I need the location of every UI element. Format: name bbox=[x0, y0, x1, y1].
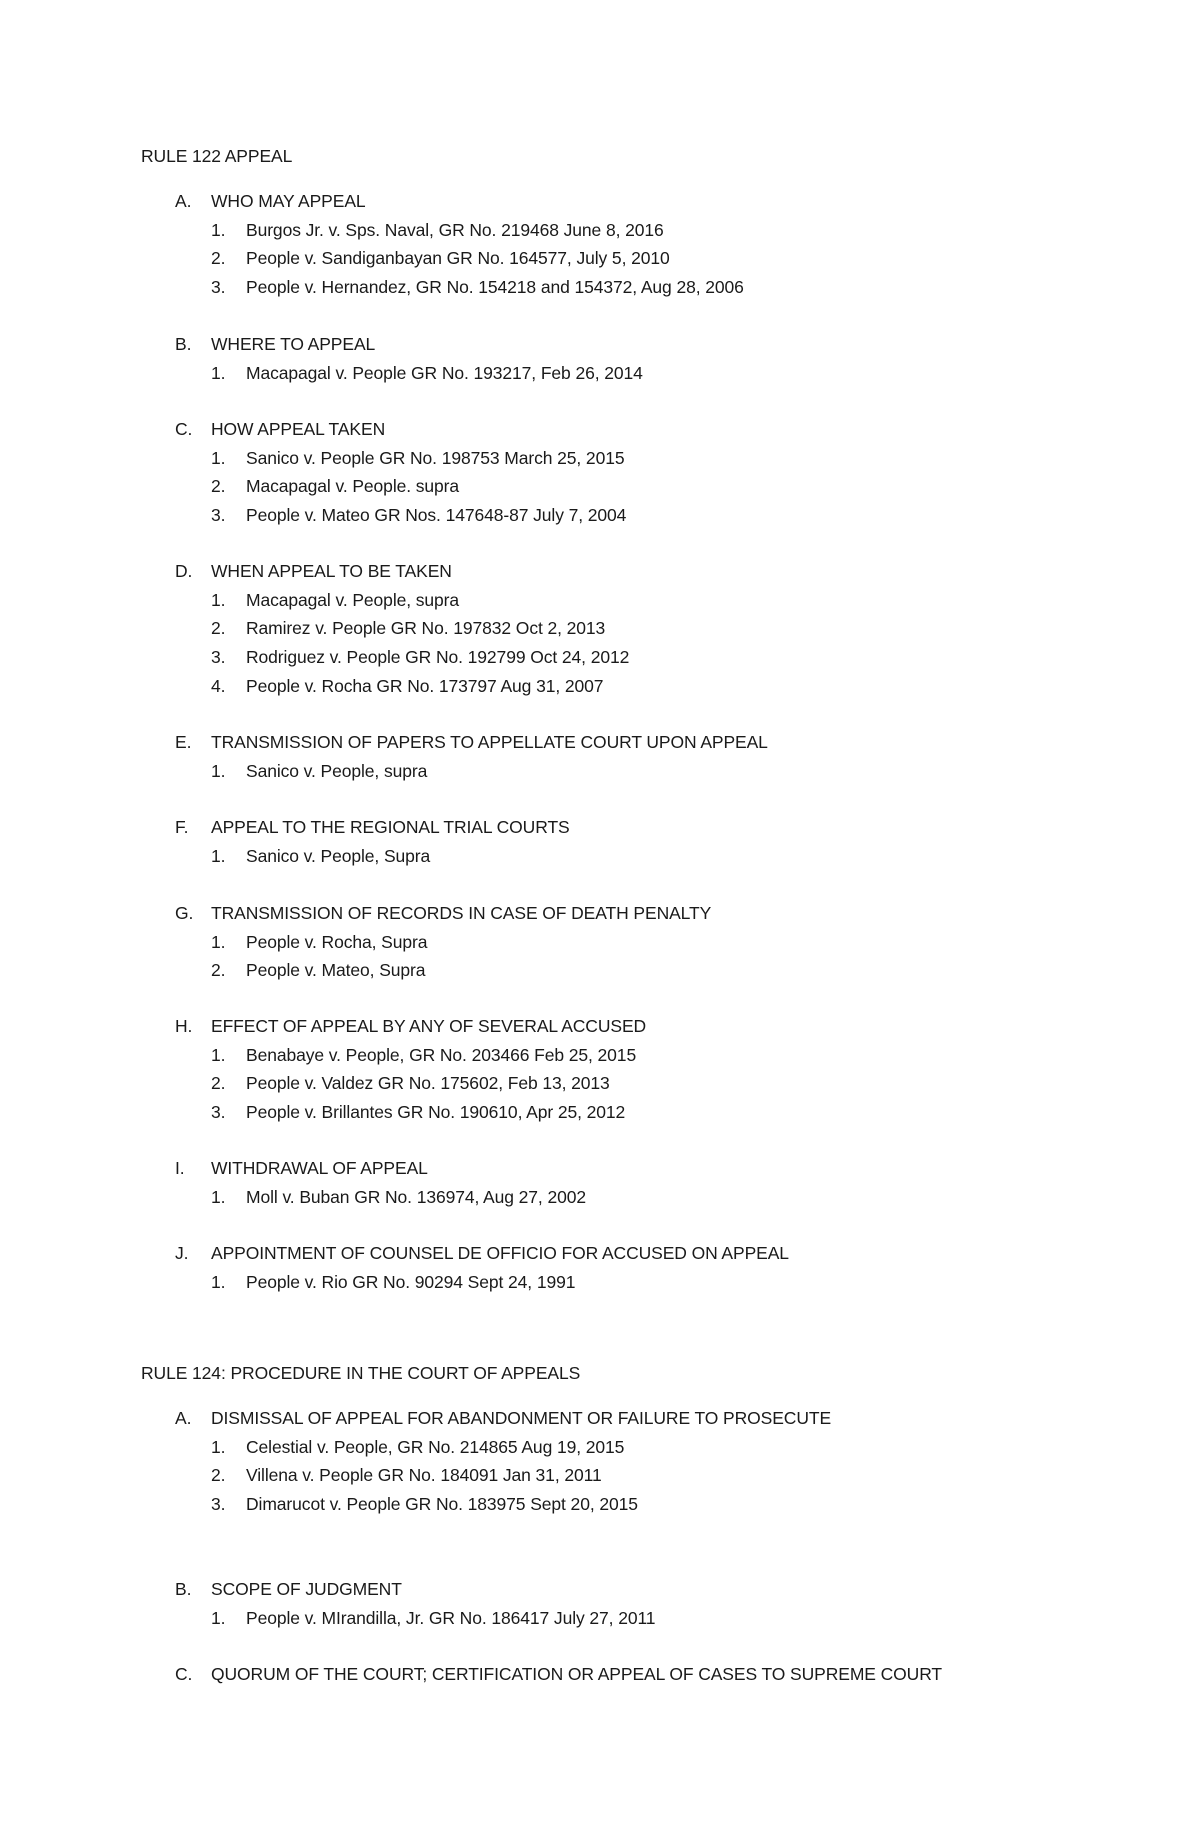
case-item bbox=[0, 675, 1200, 704]
section-heading bbox=[0, 1663, 1200, 1692]
case-number: 1. bbox=[211, 1186, 226, 1207]
section-j bbox=[0, 1242, 1200, 1299]
section-letter: F. bbox=[175, 817, 189, 837]
case-citation: People v. Sandiganbayan GR No. 164577, July 5, 2010 bbox=[246, 248, 670, 269]
case-number: 2. bbox=[211, 476, 226, 497]
case-item bbox=[0, 959, 1200, 988]
section-e bbox=[0, 731, 1200, 788]
section-c bbox=[0, 1663, 1200, 1692]
case-item bbox=[0, 1186, 1200, 1215]
case-number: 2. bbox=[211, 618, 226, 639]
case-item bbox=[0, 504, 1200, 533]
case-citation: Moll v. Buban GR No. 136974, Aug 27, 2002 bbox=[246, 1186, 586, 1207]
section-b bbox=[0, 333, 1200, 390]
case-citation: Dimarucot v. People GR No. 183975 Sept 20, 2015 bbox=[246, 1494, 638, 1515]
case-number: 1. bbox=[211, 362, 226, 383]
case-number: 3. bbox=[211, 505, 226, 526]
section-heading-text: TRANSMISSION OF RECORDS IN CASE OF DEATH PENALTY bbox=[211, 903, 712, 923]
section-i bbox=[0, 1157, 1200, 1214]
case-number: 3. bbox=[211, 277, 226, 298]
section-heading bbox=[0, 1015, 1200, 1044]
case-item bbox=[0, 931, 1200, 960]
case-number: 4. bbox=[211, 675, 226, 696]
case-item bbox=[0, 760, 1200, 789]
section-d bbox=[0, 560, 1200, 703]
case-citation: Benabaye v. People, GR No. 203466 Feb 25, 2015 bbox=[246, 1044, 637, 1065]
section-heading-text: TRANSMISSION OF PAPERS TO APPELLATE COURT UPON APPEAL bbox=[211, 732, 768, 752]
case-number: 3. bbox=[211, 1494, 226, 1515]
case-citation: Rodriguez v. People GR No. 192799 Oct 24, 2012 bbox=[246, 647, 630, 668]
case-number: 1. bbox=[211, 1436, 226, 1457]
section-heading bbox=[0, 418, 1200, 447]
section-heading-text: WHEN APPEAL TO BE TAKEN bbox=[211, 561, 452, 581]
case-item bbox=[0, 276, 1200, 305]
case-item bbox=[0, 617, 1200, 646]
case-item bbox=[0, 845, 1200, 874]
case-number: 3. bbox=[211, 647, 226, 668]
case-number: 2. bbox=[211, 248, 226, 269]
case-citation: People v. Brillantes GR No. 190610, Apr 25, 2012 bbox=[246, 1102, 626, 1123]
case-number: 2. bbox=[211, 1073, 226, 1094]
case-citation: People v. Rocha GR No. 173797 Aug 31, 2007 bbox=[246, 675, 604, 696]
section-letter: J. bbox=[175, 1243, 189, 1263]
case-citation: Sanico v. People, Supra bbox=[246, 845, 431, 866]
case-citation: Ramirez v. People GR No. 197832 Oct 2, 2013 bbox=[246, 618, 606, 639]
section-letter: B. bbox=[175, 334, 192, 354]
section-g bbox=[0, 902, 1200, 988]
case-item bbox=[0, 362, 1200, 391]
section-heading-text: EFFECT OF APPEAL BY ANY OF SEVERAL ACCUSED bbox=[211, 1016, 647, 1036]
section-heading-text: QUORUM OF THE COURT; CERTIFICATION OR APPEAL OF CASES TO SUPREME COURT bbox=[211, 1664, 943, 1684]
section-heading bbox=[0, 902, 1200, 931]
section-heading bbox=[0, 731, 1200, 760]
section-heading bbox=[0, 560, 1200, 589]
section-letter: I. bbox=[175, 1158, 185, 1178]
case-citation: People v. Mateo GR Nos. 147648-87 July 7, 2004 bbox=[246, 505, 627, 526]
case-citation: People v. Mateo, Supra bbox=[246, 960, 426, 981]
case-item bbox=[0, 646, 1200, 675]
section-h bbox=[0, 1015, 1200, 1130]
case-item bbox=[0, 247, 1200, 276]
case-number: 1. bbox=[211, 447, 226, 468]
case-number: 1. bbox=[211, 1044, 226, 1065]
case-item bbox=[0, 447, 1200, 476]
section-heading-text: WHO MAY APPEAL bbox=[211, 191, 366, 211]
section-letter: A. bbox=[175, 1408, 192, 1428]
case-number: 2. bbox=[211, 960, 226, 981]
case-item bbox=[0, 1271, 1200, 1300]
section-heading-text: HOW APPEAL TAKEN bbox=[211, 419, 386, 439]
case-number: 1. bbox=[211, 1271, 226, 1292]
section-letter: C. bbox=[175, 1664, 193, 1684]
case-item bbox=[0, 589, 1200, 618]
case-item bbox=[0, 1607, 1200, 1636]
section-a bbox=[0, 190, 1200, 305]
case-item bbox=[0, 1044, 1200, 1073]
case-item bbox=[0, 1101, 1200, 1130]
case-item bbox=[0, 1072, 1200, 1101]
section-letter: H. bbox=[175, 1016, 193, 1036]
section-heading bbox=[0, 1407, 1200, 1436]
case-number: 1. bbox=[211, 845, 226, 866]
section-letter: B. bbox=[175, 1579, 192, 1599]
case-citation: Macapagal v. People. supra bbox=[246, 476, 460, 497]
section-heading-text: WHERE TO APPEAL bbox=[211, 334, 376, 354]
section-letter: D. bbox=[175, 561, 193, 581]
case-number: 2. bbox=[211, 1465, 226, 1486]
section-heading-text: WITHDRAWAL OF APPEAL bbox=[211, 1158, 428, 1178]
case-citation: People v. Rio GR No. 90294 Sept 24, 1991 bbox=[246, 1271, 576, 1292]
section-heading-text: APPEAL TO THE REGIONAL TRIAL COURTS bbox=[211, 817, 570, 837]
section-heading-text: SCOPE OF JUDGMENT bbox=[211, 1579, 402, 1599]
rule-title: RULE 124: PROCEDURE IN THE COURT OF APPEALS bbox=[141, 1363, 581, 1383]
case-item bbox=[0, 475, 1200, 504]
case-citation: Villena v. People GR No. 184091 Jan 31, 2011 bbox=[246, 1465, 602, 1486]
rule-title: RULE 122 APPEAL bbox=[141, 146, 293, 166]
case-citation: Macapagal v. People, supra bbox=[246, 589, 460, 610]
case-number: 3. bbox=[211, 1102, 226, 1123]
section-heading bbox=[0, 1242, 1200, 1271]
section-letter: A. bbox=[175, 191, 192, 211]
section-c bbox=[0, 418, 1200, 533]
case-item bbox=[0, 219, 1200, 248]
case-citation: Burgos Jr. v. Sps. Naval, GR No. 219468 June 8, 2016 bbox=[246, 219, 664, 240]
section-heading bbox=[0, 1578, 1200, 1607]
section-letter: E. bbox=[175, 732, 192, 752]
section-b bbox=[0, 1578, 1200, 1635]
case-number: 1. bbox=[211, 760, 226, 781]
case-citation: Sanico v. People, supra bbox=[246, 760, 428, 781]
case-number: 1. bbox=[211, 219, 226, 240]
case-number: 1. bbox=[211, 931, 226, 952]
section-a bbox=[0, 1407, 1200, 1522]
case-citation: People v. Rocha, Supra bbox=[246, 931, 428, 952]
case-item bbox=[0, 1493, 1200, 1522]
section-letter: G. bbox=[175, 903, 194, 923]
section-letter: C. bbox=[175, 419, 193, 439]
case-item bbox=[0, 1464, 1200, 1493]
section-heading bbox=[0, 816, 1200, 845]
case-item bbox=[0, 1436, 1200, 1465]
case-citation: Sanico v. People GR No. 198753 March 25, 2015 bbox=[246, 447, 625, 468]
section-heading-text: DISMISSAL OF APPEAL FOR ABANDONMENT OR FAILURE TO PROSECUTE bbox=[211, 1408, 832, 1428]
section-heading-text: APPOINTMENT OF COUNSEL DE OFFICIO FOR ACCUSED ON APPEAL bbox=[211, 1243, 789, 1263]
section-heading bbox=[0, 333, 1200, 362]
case-citation: Macapagal v. People GR No. 193217, Feb 26, 2014 bbox=[246, 362, 643, 383]
case-number: 1. bbox=[211, 1607, 226, 1628]
case-citation: People v. Valdez GR No. 175602, Feb 13, 2013 bbox=[246, 1073, 610, 1094]
section-heading bbox=[0, 190, 1200, 219]
section-heading bbox=[0, 1157, 1200, 1186]
case-citation: Celestial v. People, GR No. 214865 Aug 19, 2015 bbox=[246, 1436, 625, 1457]
case-number: 1. bbox=[211, 589, 226, 610]
section-f bbox=[0, 816, 1200, 873]
case-citation: People v. Hernandez, GR No. 154218 and 154372, Aug 28, 2006 bbox=[246, 277, 744, 298]
case-citation: People v. MIrandilla, Jr. GR No. 186417 July 27, 2011 bbox=[246, 1607, 656, 1628]
